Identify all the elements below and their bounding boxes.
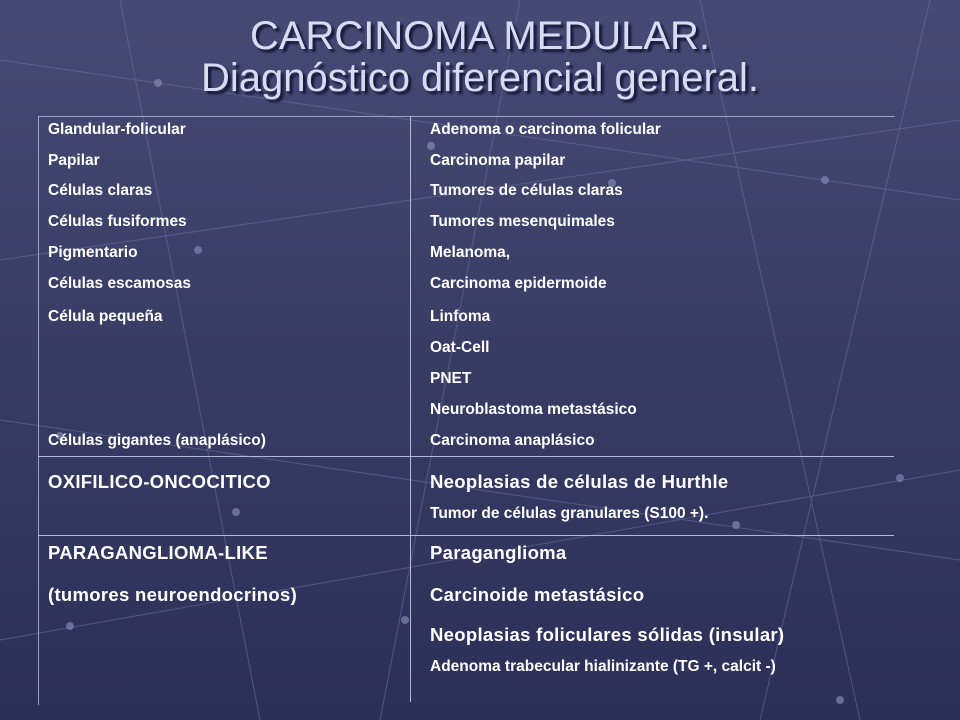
diagnosis-cell: Linfoma [430, 308, 491, 325]
diagnosis-cell: Neuroblastoma metastásico [430, 401, 637, 418]
pattern-cell: Células gigantes (anaplásico) [48, 432, 266, 449]
pattern-cell: Célula pequeña [48, 308, 163, 325]
slide-title: CARCINOMA MEDULAR. [249, 14, 711, 58]
pattern-cell: Células escamosas [48, 275, 192, 292]
diagnosis-cell: Tumores mesenquimales [430, 213, 615, 230]
section-divider [38, 456, 894, 457]
diagnosis-cell: Tumor de células granulares (S100 +). [430, 505, 709, 522]
diagnosis-cell: Adenoma trabecular hialinizante (TG +, calcit -) [430, 658, 776, 675]
diagnosis-cell: PNET [430, 370, 472, 387]
diagnosis-cell: Carcinoma epidermoide [430, 275, 607, 292]
pattern-cell: Papilar [48, 152, 100, 169]
pattern-cell: Células claras [48, 182, 153, 199]
pattern-cell: Pigmentario [48, 244, 138, 261]
diagnosis-cell: Paraganglioma [430, 542, 567, 563]
diagnosis-cell: Carcinoma anaplásico [430, 432, 595, 449]
diagnosis-cell: Adenoma o carcinoma folicular [430, 121, 661, 138]
diagnosis-cell: Carcinoma papilar [430, 152, 566, 169]
diagnosis-cell: Neoplasias de células de Hurthle [430, 471, 729, 492]
pattern-cell-neuroendocrine: (tumores neuroendocrinos) [48, 584, 298, 605]
diagnosis-cell: Melanoma, [430, 244, 511, 261]
pattern-cell: Glandular-folicular [48, 121, 186, 138]
diagnosis-cell: Oat-Cell [430, 339, 490, 356]
section-divider [38, 535, 894, 536]
pattern-cell: Células fusiformes [48, 213, 187, 230]
diagnosis-cell: Neoplasias foliculares sólidas (insular) [430, 624, 785, 645]
slide-subtitle: Diagnóstico diferencial general. [200, 56, 760, 100]
diagnosis-cell: Tumores de células claras [430, 182, 623, 199]
diagnosis-cell: Carcinoide metastásico [430, 584, 645, 605]
column-divider [410, 116, 411, 702]
pattern-cell-paraganglioma-like: PARAGANGLIOMA-LIKE [48, 542, 268, 563]
pattern-cell-oxifilico: OXIFILICO-ONCOCITICO [48, 471, 271, 492]
